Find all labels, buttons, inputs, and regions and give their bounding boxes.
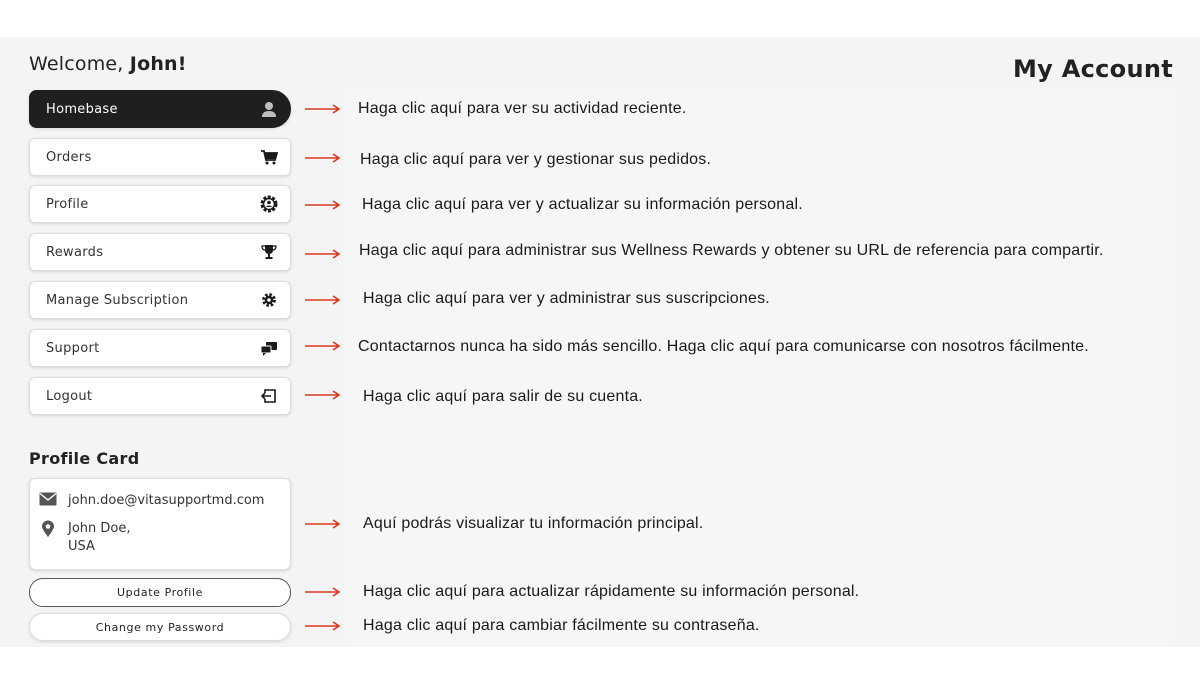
gear-icon [260, 291, 278, 309]
arrow-icon [305, 519, 341, 529]
user-icon [260, 100, 278, 118]
update-profile-button[interactable]: Update Profile [29, 578, 291, 607]
desc-rewards: Haga clic aquí para administrar sus Wellness Rewards y obtener su URL de referencia para compartir. [359, 242, 1104, 259]
desc-homebase: Haga clic aquí para ver su actividad reciente. [358, 100, 687, 117]
profile-card-title: Profile Card [29, 449, 140, 468]
profile-email-row [38, 492, 264, 510]
nav-logout-label: Logout [46, 388, 93, 404]
nav-orders[interactable] [29, 138, 291, 176]
nav-rewards[interactable] [29, 233, 291, 271]
mail-icon [38, 492, 58, 506]
profile-name: John Doe, [68, 521, 131, 536]
desc-change-password: Haga clic aquí para cambiar fácilmente su contraseña. [363, 617, 760, 634]
arrow-icon [305, 200, 341, 210]
desc-update-profile: Haga clic aquí para actualizar rápidamente su información personal. [363, 583, 860, 600]
arrow-icon [305, 249, 341, 259]
desc-logout: Haga clic aquí para salir de su cuenta. [363, 388, 643, 405]
desc-support: Contactarnos nunca ha sido más sencillo. Haga clic aquí para comunicarse con nosotros fácilmente. [358, 338, 1089, 355]
nav-logout[interactable] [29, 377, 291, 415]
chat-icon [260, 339, 278, 357]
logout-icon [260, 387, 278, 405]
nav-homebase[interactable] [29, 90, 291, 128]
arrow-icon [305, 587, 341, 597]
nav-rewards-label: Rewards [46, 244, 104, 260]
nav-support-label: Support [46, 340, 100, 356]
nav-homebase-label: Homebase [46, 101, 118, 117]
location-pin-icon [38, 520, 58, 538]
user-name: John! [129, 53, 187, 75]
arrow-icon [305, 153, 341, 163]
desc-orders: Haga clic aquí para ver y gestionar sus pedidos. [360, 151, 712, 168]
trophy-icon [260, 243, 278, 261]
profile-country: USA [68, 539, 95, 554]
help-content-area [345, 90, 1175, 647]
nav-profile-label: Profile [46, 196, 89, 212]
welcome-message: Welcome, John! [29, 53, 187, 75]
desc-profile-card: Aquí podrás visualizar tu información principal. [363, 515, 704, 532]
change-password-button[interactable]: Change my Password [29, 613, 291, 641]
desc-profile: Haga clic aquí para ver y actualizar su información personal. [362, 196, 803, 213]
arrow-icon [305, 621, 341, 631]
nav-orders-label: Orders [46, 149, 92, 165]
page-title: My Account [1012, 55, 1173, 83]
desc-subscription: Haga clic aquí para ver y administrar sus suscripciones. [363, 290, 770, 307]
cart-icon [260, 148, 278, 166]
arrow-icon [305, 390, 341, 400]
profile-gear-icon [260, 195, 278, 213]
arrow-icon [305, 295, 341, 305]
nav-support[interactable] [29, 329, 291, 367]
arrow-icon [305, 104, 341, 114]
arrow-icon [305, 341, 341, 351]
profile-email: john.doe@vitasupportmd.com [68, 493, 265, 508]
profile-card [29, 478, 291, 570]
nav-manage-subscription-label: Manage Subscription [46, 292, 189, 308]
nav-profile[interactable] [29, 185, 291, 223]
profile-address-row [38, 520, 131, 556]
nav-manage-subscription[interactable] [29, 281, 291, 319]
